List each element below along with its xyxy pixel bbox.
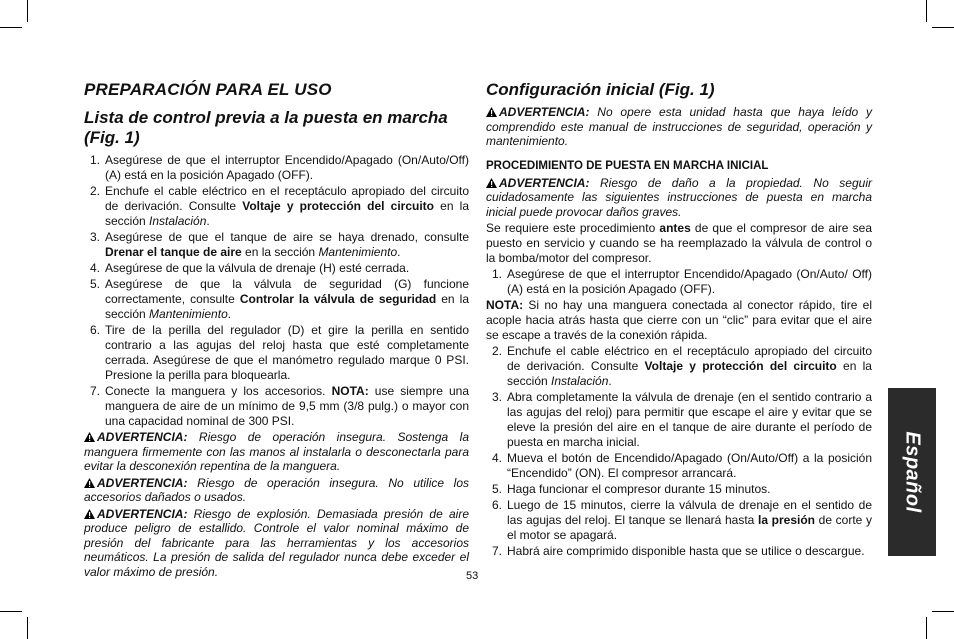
procedure-steps <box>486 344 872 559</box>
list-item: 5. Asegúrese de que la válvula de seguridad (G) funcione correctamente, consulte Controlar la válvula de seguridad en la sección Mantenimiento. <box>90 277 469 321</box>
note-paragraph: NOTA: Si no hay una manguera conectada al conector rápido, tire el acople hacia atrás hasta que cierre con un “clic” para evitar que el aire se escape a través de la conexión rápida. <box>486 298 872 342</box>
page-number: 53 <box>466 570 479 582</box>
language-tab: Español <box>888 388 936 556</box>
warning-property-damage: ADVERTENCIA: Riesgo de daño a la propiedad. No seguir cuidadosamente las siguientes instrucciones de puesta en marcha inicial puede provocar daños graves. <box>486 175 872 219</box>
crop-mark <box>0 27 22 28</box>
warning-read-manual: ADVERTENCIA: No opere esta unidad hasta que haya leído y comprendido este manual de instrucciones de seguridad, operación y mantenimiento. <box>486 105 872 148</box>
step-item: 1. Asegúrese de que el interruptor Encendido/Apagado (On/Auto/ Off) (A) está en la posición Apagado (OFF). <box>492 267 872 296</box>
list-item: 1. Asegúrese de que el interruptor Encendido/Apagado (On/Auto/Off) (A) está en la posición Apagado (OFF). <box>90 153 469 182</box>
list-item: 2. Enchufe el cable eléctrico en el receptáculo apropiado del circuito de derivación. Consulte Voltaje y protección del circuito en la sección Instalación. <box>492 344 872 388</box>
list-item: 6. Tire de la perilla del regulador (D) et gire la perilla en sentido contrario a las agujas del reloj hasta que esté completamente cerrada. Asegúrese de que el manómetro regulado marque 0 PSI. Presione la perilla para bloquearla. <box>90 323 469 382</box>
section-title-config: Configuración inicial (Fig. 1) <box>486 80 715 99</box>
warning-icon <box>84 509 95 519</box>
section-subtitle: Lista de control previa a la puesta en marcha (Fig. 1) <box>84 108 448 147</box>
checklist <box>84 153 469 429</box>
right-column <box>486 80 872 560</box>
intro-paragraph: Se requiere este procedimiento antes de que el compresor de aire sea puesto en servicio y cuando se ha reemplazado la válvula de control o la bomba/motor del compresor. <box>486 221 872 265</box>
warning-icon <box>84 478 95 488</box>
crop-mark <box>27 617 28 639</box>
crop-mark <box>932 611 954 612</box>
warning-icon <box>84 432 95 442</box>
list-item: 3. Asegúrese de que el tanque de aire se haya drenado, consulte Drenar el tanque de aire en la sección Mantenimiento. <box>90 230 469 259</box>
list-item: 3. Abra completamente la válvula de drenaje (en el sentido contrario a las agujas del reloj) para permitir que escape el aire y evitar que se eleve la presión del aire en el tanque de aire durante el período de puesta en marcha inicial. <box>492 390 872 449</box>
warning-block: ADVERTENCIA: Riesgo de operación insegura. No utilice los accesorios dañados o usados. <box>84 475 469 504</box>
list-item: 7. Conecte la manguera y los accesorios. NOTA: use siempre una manguera de aire de un mínimo de 9,5 mm (3/8 pulg.) o mayor con una capacidad nominal de 300 PSI. <box>90 384 469 428</box>
warning-icon <box>486 107 497 117</box>
warning-block: ADVERTENCIA: Riesgo de explosión. Demasiada presión de aire produce peligro de estallido. Controle el valor nominal máximo de presión del fabricante para las herramientas y los accesorios neumáticos. La presión de salida del regulador nunca debe exceder el valor máximo de presión. <box>84 506 469 579</box>
warnings <box>84 430 469 579</box>
crop-mark <box>926 617 927 639</box>
warning-block: ADVERTENCIA: Riesgo de operación insegura. Sostenga la manguera firmemente con las manos al instalarla o desconectarla para evitar la desconexión repentina de la manguera. <box>84 430 469 473</box>
list-item: 5. Haga funcionar el compresor durante 15 minutos. <box>492 482 771 496</box>
crop-mark <box>27 0 28 22</box>
crop-mark <box>932 27 954 28</box>
procedure-heading: PROCEDIMIENTO DE PUESTA EN MARCHA INICIAL <box>486 159 769 172</box>
list-item: 2. Enchufe el cable eléctrico en el receptáculo apropiado del circuito de derivación. Consulte Voltaje y protección del circuito en la sección Instalación. <box>90 184 469 228</box>
list-item: 4. Mueva el botón de Encendido/Apagado (On/Auto/Off) a la posición “Encendido” (ON). El compresor arrancará. <box>492 451 872 480</box>
crop-mark <box>0 611 22 612</box>
warning-icon <box>486 178 497 188</box>
list-item: 7. Habrá aire comprimido disponible hasta que se utilice o descargue. <box>492 544 865 558</box>
list-item: 4. Asegúrese de que la válvula de drenaje (H) esté cerrada. <box>90 261 410 275</box>
section-title: PREPARACIÓN PARA EL USO <box>84 80 332 99</box>
crop-mark <box>926 0 927 22</box>
left-column <box>84 80 469 581</box>
list-item: 6. Luego de 15 minutos, cierre la válvula de drenaje en el sentido de las agujas del reloj. El tanque se llenará hasta la presión de corte y el motor se apagará. <box>492 498 873 542</box>
